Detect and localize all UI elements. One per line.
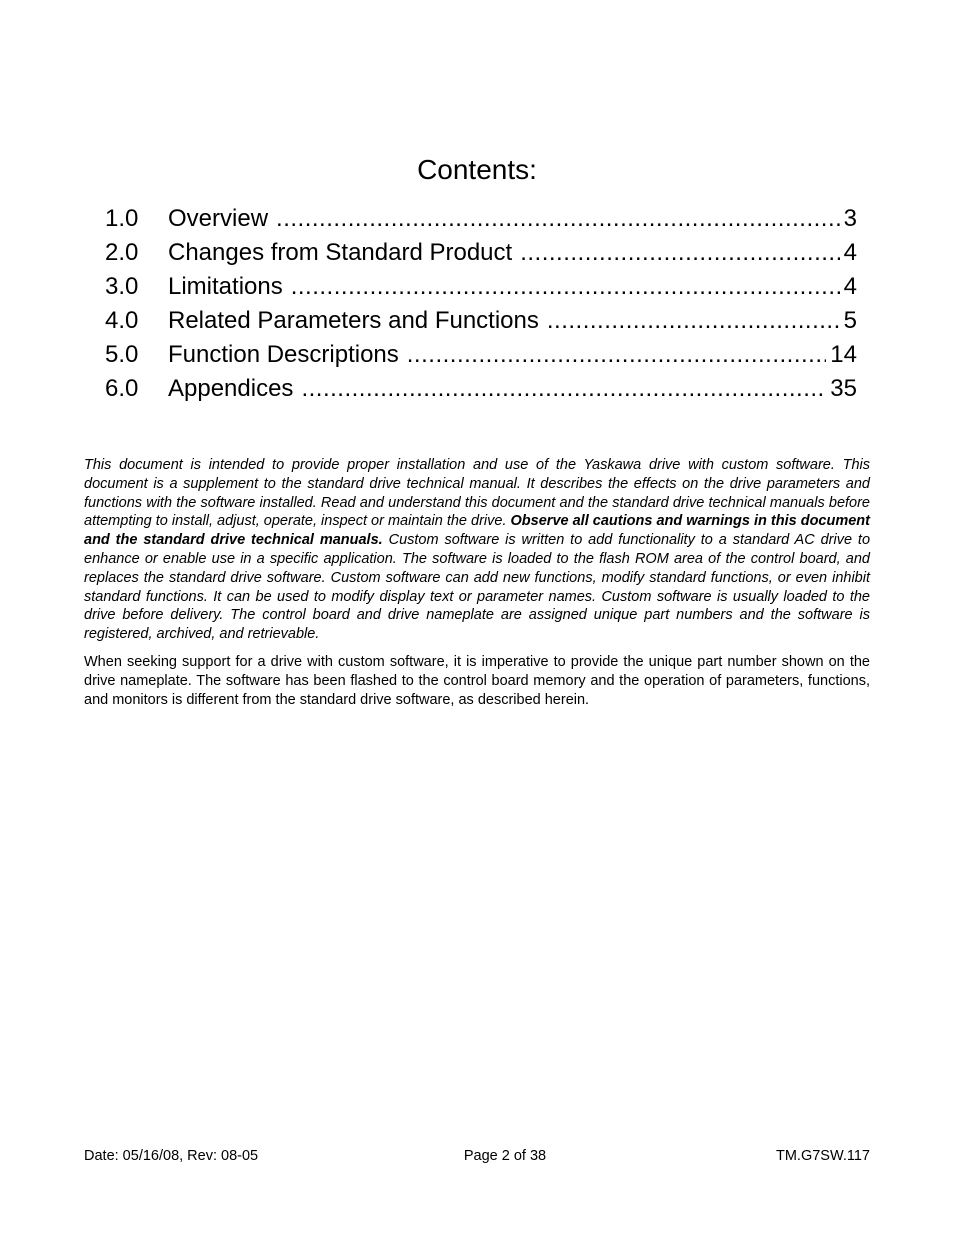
toc-entry-overview[interactable]: [105, 202, 857, 236]
intro-caution-text: Observe all cautions and warnings in this document and the standard drive technical manuals.: [84, 513, 870, 549]
toc-dot-leader: [301, 372, 826, 406]
intro-text-part2: Custom software is written to add functionality to a standard AC drive to enhance or enable use in a specific application. The software is loaded to the flash ROM area of the control board, and replaces the standard drive software. Custom software can add new functions, modify standard functions, or even inhibit standard functions. It can be used to modify display text or parameter names. Custom software is usually loaded to the drive before delivery. The control board and drive nameplate are assigned unique part numbers and the software is registered, archived, and retrievable.: [84, 532, 871, 643]
toc-page-number: 4: [843, 239, 857, 266]
toc-dot-leader: [407, 338, 827, 372]
toc-entry-function-descriptions[interactable]: [105, 338, 857, 372]
toc-section-number: 6.0: [105, 375, 139, 402]
toc-entry-appendices[interactable]: [105, 372, 857, 406]
table-of-contents: [105, 202, 857, 406]
toc-dot-leader: [520, 236, 839, 270]
toc-section-number: 3.0: [105, 273, 139, 300]
intro-text-part1: This document is intended to provide proper installation and use of the Yaskawa drive with custom software. This document is a supplement to the standard drive technical manual. It describes the effects on the drive parameters and functions with the software installed. Read and understand this document and the standard drive technical manuals before attempting to install, adjust, operate, inspect or maintain the drive.: [84, 457, 870, 530]
toc-entry-parameters[interactable]: [105, 304, 857, 338]
toc-entry-changes[interactable]: [105, 236, 857, 270]
toc-section-number: 5.0: [105, 341, 139, 368]
footer-page-number: Page 2 of 38: [463, 1148, 547, 1164]
toc-page-number: 14: [830, 341, 857, 368]
footer-date-revision: Date: 05/16/08, Rev: 08-05: [84, 1148, 259, 1164]
toc-section-number: 4.0: [105, 307, 139, 334]
toc-page-number: 3: [843, 205, 857, 232]
toc-section-title: Limitations: [168, 273, 283, 300]
toc-dot-leader: [547, 304, 840, 338]
toc-section-title: Function Descriptions: [168, 341, 399, 368]
footer-document-id: TM.G7SW.117: [775, 1148, 870, 1164]
toc-page-number: 35: [830, 375, 857, 402]
toc-section-number: 1.0: [105, 205, 139, 232]
support-paragraph: When seeking support for a drive with custom software, it is imperative to provide the unique part number shown on the drive nameplate. The software has been flashed to the control board memory and the operation of parameters, functions, and monitors is different from the standard drive software, as described herein.: [84, 654, 870, 708]
toc-dot-leader: [291, 270, 840, 304]
toc-entry-limitations[interactable]: [105, 270, 857, 304]
toc-section-number: 2.0: [105, 239, 139, 266]
page-title: Contents:: [417, 154, 537, 185]
toc-page-number: 5: [843, 307, 857, 334]
page-footer: [84, 1146, 870, 1166]
toc-dot-leader: [276, 202, 840, 236]
toc-page-number: 4: [843, 273, 857, 300]
toc-section-title: Changes from Standard Product: [168, 239, 513, 266]
intro-paragraph: [84, 456, 870, 644]
toc-section-title: Appendices: [168, 375, 294, 402]
toc-section-title: Related Parameters and Functions: [168, 307, 539, 334]
toc-section-title: Overview: [168, 205, 269, 232]
